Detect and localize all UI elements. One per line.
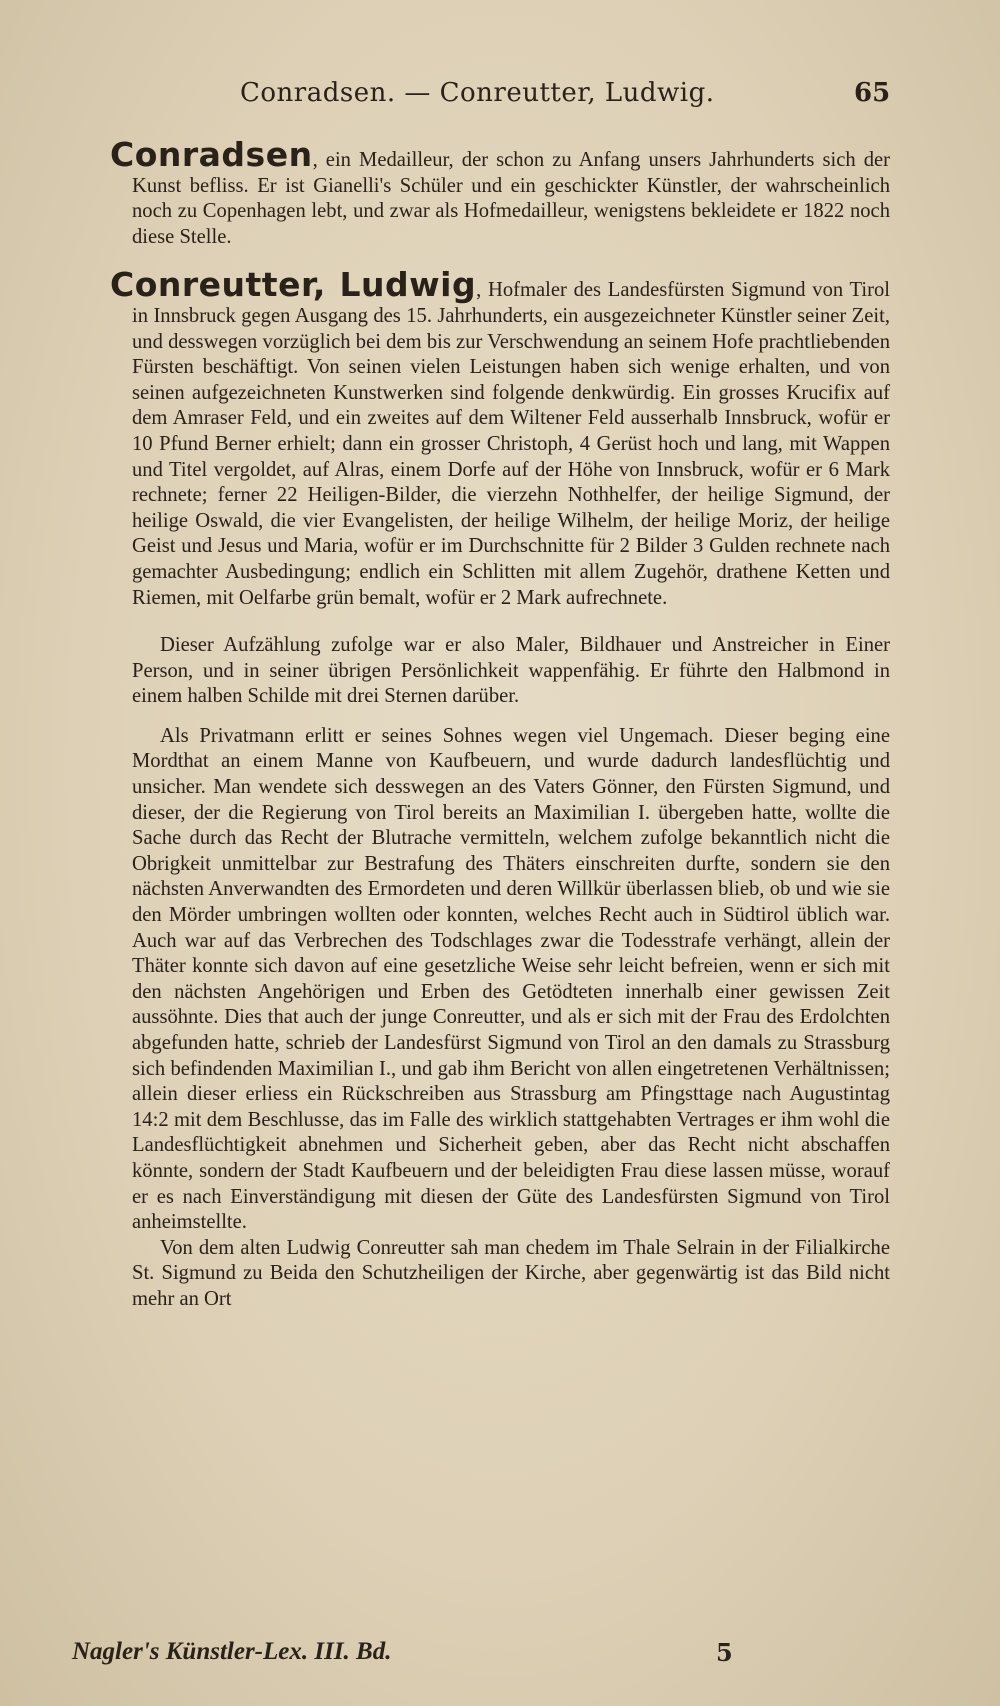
page-body bbox=[110, 135, 890, 1313]
page-header bbox=[0, 78, 1000, 118]
entry-conreutter bbox=[110, 265, 890, 611]
headword-conreutter: Conreutter, Ludwig bbox=[110, 265, 477, 305]
entry-text-conradsen: , ein Medailleur, der schon zu Anfang unsers Jahrhunderts sich der Kunst befliss. Er ist Gianelli's Schüler und ein geschickter Künstler, der wahrscheinlich noch zu Copenhagen lebt, und zwar als Hofmedailleur, wenigstens bekleidete er 1822 noch diese Stelle. bbox=[132, 149, 890, 248]
paragraph: Von dem alten Ludwig Conreutter sah man chedem im Thale Selrain in der Filialkirche St. Sigmund zu Beida den Schutzheiligen der Kirche, aber gegenwärtig ist das Bild nicht mehr an Ort bbox=[132, 1236, 890, 1310]
paragraph: Als Privatmann erlitt er seines Sohnes wegen viel Ungemach. Dieser beging eine Mordthat an einem Manne von Kaufbeuern, und wurde dadurch landesflüchtig und unsicher. Man wendete sich desswegen an des Vaters Gönner, den Fürsten Sigmund, und dieser, der die Regierung von Tirol bereits an Maximilian I. übergeben hatte, wollte die Sache durch das Recht der Blutrache vermitteln, welchem zufolge bekanntlich nicht die Obrigkeit unmittelbar zur Bestrafung des Thäters einschreiten durfte, sondern sie den nächsten Anverwandten des Ermordeten und deren Willkür überlassen blieb, ob und wie sie den Mörder umbringen wollten oder konnten, welches Recht auch in Südtirol üblich war. Auch war auf das Verbrechen des Todschlages zwar die Todesstrafe verhängt, allein der Thäter konnte sich davon auf eine gesetzliche Weise sehr leicht befreien, wenn er sich mit den nächsten Angehörigen und Erben des Getödteten innerhalb einer gewissen Zeit aussöhnte. Dies that auch der junge Conreutter, und als er sich mit der Frau des Erdolchten abgefunden hatte, schrieb der Landesfürst Sigmund von Tirol an den damals zu Strassburg sich befindenden Maximilian I., und gab ihm Bericht von allen eingetretenen Verhältnissen; allein dieser erliess ein Rückschreiben aus Strassburg am Pfingsttage nach Augustintag 14:2 mit dem Beschlusse, das im Falle des wirklich stattgehabten Vertrages er ihm wohl die Landesflüchtigkeit abnehmen und Sicherheit geben, aber das Recht nicht abschaffen könnte, sondern der Stadt Kaufbeuern und der beleidigten Frau diese lassen müsse, worauf er es nach Einverständigung mit diesen der Güte des Landesfürsten Sigmund von Tirol anheimstellte. bbox=[132, 724, 890, 1234]
running-title: Conradsen. — Conreutter, Ludwig. bbox=[240, 78, 715, 108]
entry-text-conreutter: , Hofmaler des Landesfürsten Sigmund von Tirol in Innsbruck gegen Ausgang des 15. Jahrhunderts, ein ausgezeichneter Künstler seiner Zeit, und desswegen vorzüglich bei dem bis zur Verschwendung an seinem Hofe prachtliebenden Fürsten beschäftigt. Von seinen vielen Leistungen haben sich wenige erhalten, und von seinen aufgezeichneten Kunstwerken sind folgende denkwürdig. Ein grosses Krucifix auf dem Amraser Feld, und ein zweites auf dem Wiltener Feld ausserhalb Innsbruck, wofür er 10 Pfund Berner erhielt; dann ein grosser Christoph, 4 Gerüst hoch und lang, mit Wappen und Titel vergoldet, auf Alras, einem Dorfe auf der Höhe von Innsbruck, wofür er 6 Mark rechnete; ferner 22 Heiligen-Bilder, die vierzehn Nothhelfer, der heilige Sigmund, der heilige Oswald, die vier Evangelisten, der heilige Wilhelm, der heilige Moriz, der heilige Geist und Jesus und Maria, wofür er im Durchschnitte für 2 Bilder 3 Gulden rechnete nach gemachter Ausbedingung; endlich ein Schlitten mit allem Zugehör, drathene Ketten und Riemen, mit Oelfarbe grün bemalt, wofür er 2 Mark aufrechnete. bbox=[132, 279, 890, 609]
footer-signature: Nagler's Künstler-Lex. III. Bd. bbox=[72, 1638, 392, 1665]
entry-conradsen bbox=[110, 135, 890, 250]
headword-conradsen: Conradsen bbox=[110, 135, 313, 174]
paragraph: Dieser Aufzählung zufolge war er also Maler, Bildhauer und Anstreicher in Einer Person, und in seiner übrigen Persönlichkeit wappenfähig. Er führte den Halbmond in einem halben Schilde mit drei Sternen darüber. bbox=[132, 634, 890, 708]
sheet-mark: 5 bbox=[716, 1638, 733, 1667]
page-footer bbox=[0, 1638, 1000, 1678]
page-number: 65 bbox=[854, 78, 891, 108]
